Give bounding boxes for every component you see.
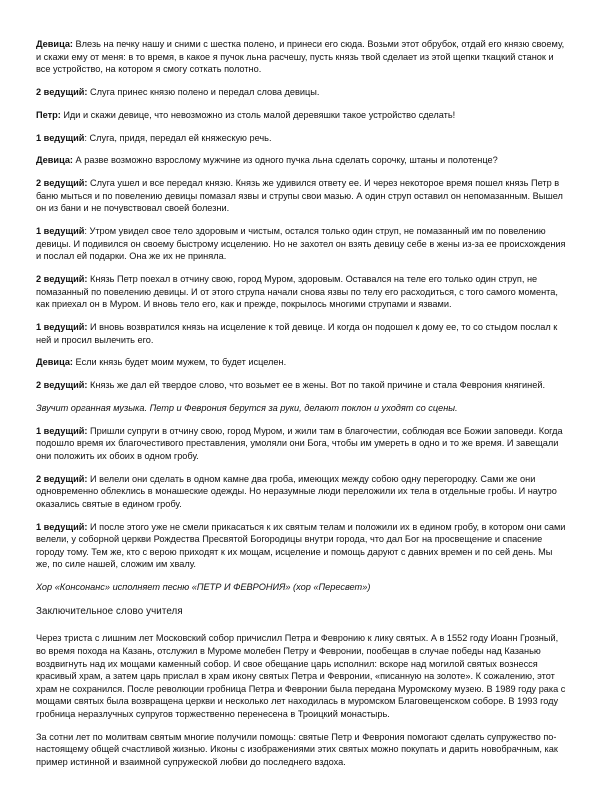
paragraph-11 [36, 379, 568, 392]
speaker-label: 2 ведущий: [36, 380, 88, 391]
paragraph-8 [36, 273, 568, 311]
paragraph-14 [36, 473, 568, 511]
paragraph-3 [36, 109, 568, 122]
paragraph-text: : Слуга, придя, передал ей княжескую речь. [84, 132, 272, 143]
paragraph-text: Влезь на печку нашу и сними с шестка полено, и принеси его сюда. Возьми этот обрубок, отдай его князю своему, и скажи ему от меня: в то время, в какое я пучок льна расчешу, пусть князь твой сделает из этой щепки ткацкий станок и все устройство, на котором я смогу соткать полотно. [36, 39, 565, 75]
speaker-label: 1 ведущий [36, 132, 85, 143]
paragraph-text: Слуга ушел и все передал князю. Князь же удивился ответу ее. И через некоторое время пошел князь Петр в баню мыться и по повелению девицы помазал язвы и струпы свои мазью. А один струп оставил он непомазанным. Вышел он из бани и не почувствовал своей болезни. [36, 178, 563, 214]
paragraph-4 [36, 132, 568, 145]
paragraph-text: Если князь будет моим мужем, то будет исцелен. [73, 357, 287, 368]
paragraph-7 [36, 225, 568, 263]
paragraph-text: Князь Петр поехал в отчину свою, город Муром, здоровым. Оставался на теле его только один струп, не помазанный по повелению девицы. И от этого струпа начали снова язвы по телу его расходиться, с того самого момента, как приехал он в Муром. И вновь тело его, как и прежде, покрылось многими струпами и язвами. [36, 274, 558, 310]
paragraph-1 [36, 38, 568, 76]
paragraph-text: И вновь возвратился князь на исцеление к той девице. И когда он подошел к дому ее, то со стыдом послал к ней и просил вылечить его. [36, 322, 558, 345]
speaker-label: 2 ведущий: [36, 274, 88, 285]
speaker-label: Петр: [36, 109, 61, 120]
paragraph-5 [36, 154, 568, 167]
speaker-label: Девица: [36, 155, 73, 166]
paragraph-15 [36, 521, 568, 571]
paragraph-9 [36, 321, 568, 346]
paragraph-text: Пришли супруги в отчину свою, город Муром, и жили там в благочестии, соблюдая все Божии заповеди. Когда подошло время их благочестивого преставления, умоляли они Бога, чтобы им умереть в одно и то же время. И завещали они положить их обоих в одном гробу. [36, 425, 563, 461]
section-heading: Заключительное слово учителя [36, 605, 183, 617]
speaker-label: Девица: [36, 357, 73, 368]
paragraph-text: Слуга принес князю полено и передал слова девицы. [87, 86, 320, 97]
paragraph-text: И велели они сделать в одном камне два гроба, имеющих между собою одну перегородку. Сами же они одновременно облеклись в монашеские одежды. Но неразумные люди переложили их тела в отдельные гробы. И наутро оказались святые в едином гробу. [36, 473, 557, 509]
paragraph-2 [36, 86, 568, 99]
speaker-label: 1 ведущий [36, 226, 85, 237]
paragraph-text: Иди и скажи девице, что невозможно из столь малой деревяшки такое устройство сделать! [60, 109, 456, 120]
paragraph-13 [36, 425, 568, 463]
paragraph-text: Князь же дал ей твердое слово, что возьмет ее в жены. Вот по такой причине и стала Феврония княгиней. [87, 380, 546, 391]
closing-paragraph-1: Через триста с лишним лет Московский собор причислил Петра и Февронию к лику святых. А в 1552 году Иоанн Грозный, во время похода на Казань, отслужил в Муроме молебен Петру и Февронии, пообещав в случае победы над Казанью воздвигнуть над их мощами каменный собор. И свое обещание царь исполнил: вскоре над могилой святых вознесся красивый храм, а затем царь прислал в храм икону святых Петра и Февронии, «писанную на золоте». К сожалению, этот храм не сохранился. После революции гробница Петра и Февронии была передана Муромскому музею. В 1989 году рака с мощами святых была возвращена церкви и несколько лет находилась в муромском Благовещенском соборе. В 1993 году гробница неразлучных супругов торжественно перенесена в Троицкий монастырь. [36, 633, 566, 719]
speaker-label: 2 ведущий: [36, 473, 88, 484]
paragraph-text: И после этого уже не смели прикасаться к их святым телам и положили их в едином гробу, в котором они сами велели, у соборной церкви Рождества Пресвятой Богородицы внутри города, что дал Бог на просвещение и спасение городу тому. Тем же, кто с верою приходят к их мощам, исцеление и помощь даруют с давних времен и по сей день. Мы же, по силе нашей, сложим им хвалу. [36, 521, 566, 570]
speaker-label: 1 ведущий: [36, 521, 88, 532]
speaker-label: 2 ведущий: [36, 178, 88, 189]
speaker-label: 2 ведущий: [36, 86, 88, 97]
speaker-label: 1 ведущий: [36, 322, 88, 332]
speaker-label: 1 ведущий: [36, 425, 88, 436]
paragraph-10 [36, 356, 568, 369]
closing-paragraph-2: За сотни лет по молитвам святым многие получили помощь: святые Петр и Феврония помогают сделать супружество по-настоящему общей счастливой жизнью. Иконы с изображениями этих святых можно покупать и дарить новобрачным, как пример истинной и взаимной супружеской любви до последнего вздоха. [36, 731, 558, 767]
paragraph-text: А разве возможно взрослому мужчине из одного пучка льна сделать сорочку, штаны и полотенце? [73, 155, 498, 166]
paragraph-6 [36, 177, 568, 215]
paragraph-text: : Утром увидел свое тело здоровым и чистым, остался только один струп, не помазанный им по повелению девицы. И подивился он своему быстрому исцелению. Но не захотел он взять девицу себе в жены из-за ее происхождения и послал ей подарки. Она же их не приняла. [36, 226, 566, 262]
stage-direction: Звучит органная музыка. Петр и Феврония берутся за руки, делают поклон и уходят со сцены. [36, 402, 458, 413]
speaker-label: Девица: [36, 39, 73, 49]
choir-note: Хор «Консонанс» исполняет песню «ПЕТР И ФЕВРОНИЯ» (хор «Пересвет») [36, 582, 371, 593]
